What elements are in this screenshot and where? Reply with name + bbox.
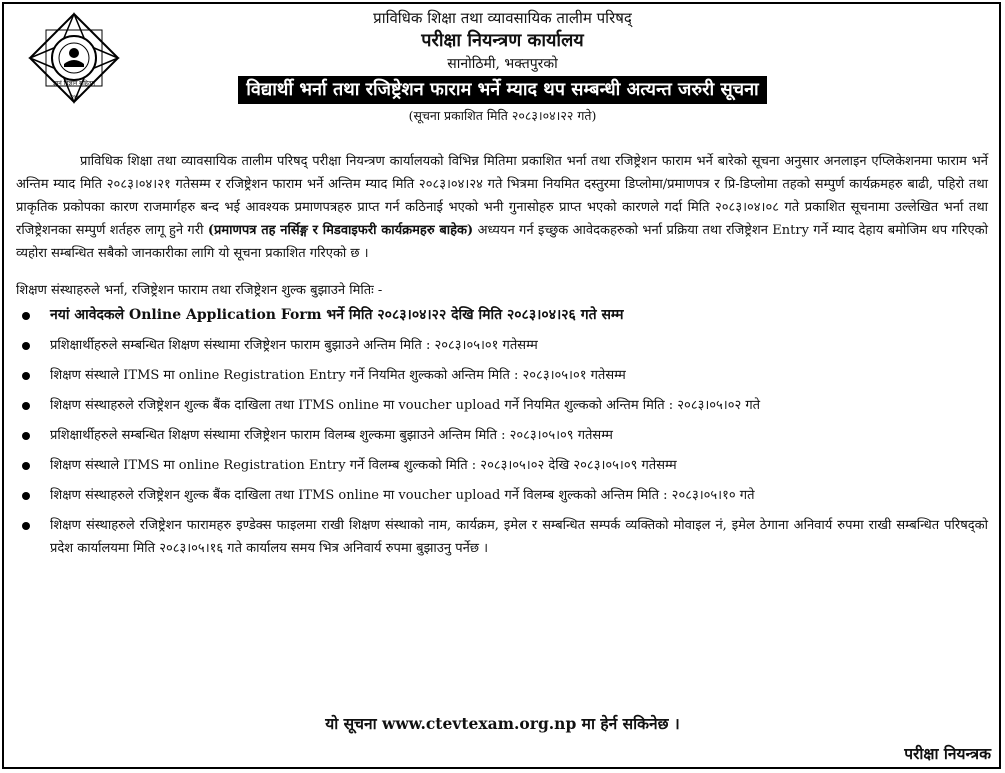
list-item-text: प्रशिक्षार्थीहरुले सम्बन्धित शिक्षण संस्थामा रजिष्ट्रेशन फाराम बुझाउने अन्तिम मिति : २०८३।०५।०१ गतेसम्म (50, 338, 538, 353)
intro-text: प्राविधिक शिक्षा तथा व्यावसायिक तालीम परिषद् परीक्षा नियन्त्रण कार्यालयको विभिन्न मितिमा प्रकाशित भर्ना तथा रजिष्ट्रेशन फाराम भर्ने बारेको सूचना अनुसार अनलाइन एप्लिकेशनमा फाराम भर्ने अन्तिम म्याद मिति २०८३।०४।२१ गतेसम्म र रजिष्ट्रेशन फाराम भर्ने अन्तिम म्याद मिति २०८३।०४।२४ गते भित्रमा नियमित दस्तुरमा डिप्लोमा/प्रमाणपत्र र प्रि-डिप्लोमा तहको सम्पुर्ण कार्यक्रमहरु बाढी, पहिरो तथा प्राकृतिक प्रकोपका कारण राजमार्गहरु बन्द भई आवश्यक प्रमाणपत्रहरु प्राप्त गर्न कठिनाई भएको भनी गुनासोहरु प्राप्त भएको कारणले गर्दा मिति २०८३।०४।०८ गते प्रकाशित सूचनामा उल्लेखित भर्ना तथा रजिष्ट्रेशनका सम्पुर्ण शर्तहरु लागू हुने गरी (16, 154, 988, 238)
bullet-icon (22, 492, 30, 500)
emblem-ring-text: ज्ञानं विज्ञानं सहितम् (53, 80, 95, 87)
dates-heading: शिक्षण संस्थाहरुले भर्ना, रजिष्ट्रेशन फाराम तथा रजिष्ट्रेशन शुल्क बुझाउने मितिः - (16, 283, 383, 298)
list-item-text: शिक्षण संस्थाले ITMS मा online Registration Entry गर्ने नियमित शुल्कको अन्तिम मिति : २०८३।०५।०१ गतेसम्म (50, 368, 626, 383)
bullet-icon (22, 432, 30, 440)
intro-bold-exception: (प्रमाणपत्र तह नर्सिङ्ग र मिडवाइफरी कार्यक्रमहरु बाहेक) (207, 223, 474, 238)
list-item (16, 364, 988, 387)
signature: परीक्षा नियन्त्रक (904, 744, 991, 763)
intro-text-tail: अध्ययन गर्न इच्छुक आवेदकहरुको भर्ना प्रक्रिया तथा रजिष्ट्रेशन Entry गर्ने म्याद देहाय बमोजिम थप गरिएको व्यहोरा सम्बन्धित सबैको जानकारीका लागि यो सूचना प्रकाशित गरिएको छ । (16, 223, 989, 261)
bullet-icon (22, 402, 30, 410)
notice-title: विद्यार्थी भर्ना तथा रजिष्ट्रेशन फाराम भर्ने म्याद थप सम्बन्धी अत्यन्त जरुरी सूचना (238, 76, 766, 104)
list-item-text: शिक्षण संस्थाहरुले रजिष्ट्रेशन शुल्क बैंक दाखिला तथा ITMS online मा voucher upload गर्ने नियमित शुल्कको अन्तिम मिति : २०८३।०५।०२ गते (50, 398, 761, 413)
list-item-text: शिक्षण संस्थाहरुले रजिष्ट्रेशन फारामहरु इण्डेक्स फाइलमा राखी शिक्षण संस्थाको नाम, कार्यक्रम, इमेल र सम्बन्धित सम्पर्क व्यक्तिको मोवाइल नं, इमेल ठेगाना अनिवार्य रुपमा राखी सम्बन्धित परिषद्को प्रदेश कार्यालयमा मिति २०८३।०५।१६ गते कार्यालय समय भित्र अनिवार्य रुपमा बुझाउनु पर्नेछ । (50, 518, 988, 556)
intro-paragraph (16, 150, 988, 265)
bullet-icon (22, 312, 30, 320)
list-item (16, 424, 988, 447)
list-item (16, 334, 988, 357)
list-item-text: शिक्षण संस्थाहरुले रजिष्ट्रेशन शुल्क बैंक दाखिला तथा ITMS online मा voucher upload गर्ने विलम्ब शुल्कको अन्तिम मिति : २०८३।०५।१० गते (50, 488, 755, 503)
list-item (16, 484, 988, 507)
list-item-text: शिक्षण संस्थाले ITMS मा online Registration Entry गर्ने विलम्ब शुल्कको मिति : २०८३।०५।०२ देखि २०८३।०५।०९ गतेसम्म (50, 458, 677, 473)
notice-body (16, 150, 988, 567)
list-item (16, 394, 988, 417)
list-item-text: नयां आवेदकले Online Application Form भर्ने मिति २०८३।०४।२२ देखि मिति २०८३।०४।२६ गते सम्म (50, 307, 624, 323)
emblem-year-text: २०४६ (68, 94, 80, 100)
office-name: परीक्षा नियन्त्रण कार्यालय (421, 30, 584, 51)
bullet-icon (22, 462, 30, 470)
list-item (16, 514, 988, 560)
notice-header (0, 8, 1005, 125)
website-line: यो सूचना www.ctevtexam.org.np मा हेर्न सकिनेछ । (325, 714, 680, 733)
list-item (16, 304, 988, 327)
published-date: (सूचना प्रकाशित मिति २०८३।०४।२२ गते) (408, 108, 597, 123)
list-item-text: प्रशिक्षार्थीहरुले सम्बन्धित शिक्षण संस्थामा रजिष्ट्रेशन फाराम विलम्ब शुल्कमा बुझाउने अन्तिम मिति : २०८३।०५।०९ गतेसम्म (50, 428, 613, 443)
bullet-icon (22, 342, 30, 350)
organization-name: प्राविधिक शिक्षा तथा व्यावसायिक तालीम परिषद् (373, 9, 632, 27)
office-location: सानोठिमी, भक्तपुरको (447, 56, 558, 72)
bullet-icon (22, 372, 30, 380)
dates-list (16, 304, 988, 560)
bullet-icon (22, 522, 30, 530)
list-item (16, 454, 988, 477)
